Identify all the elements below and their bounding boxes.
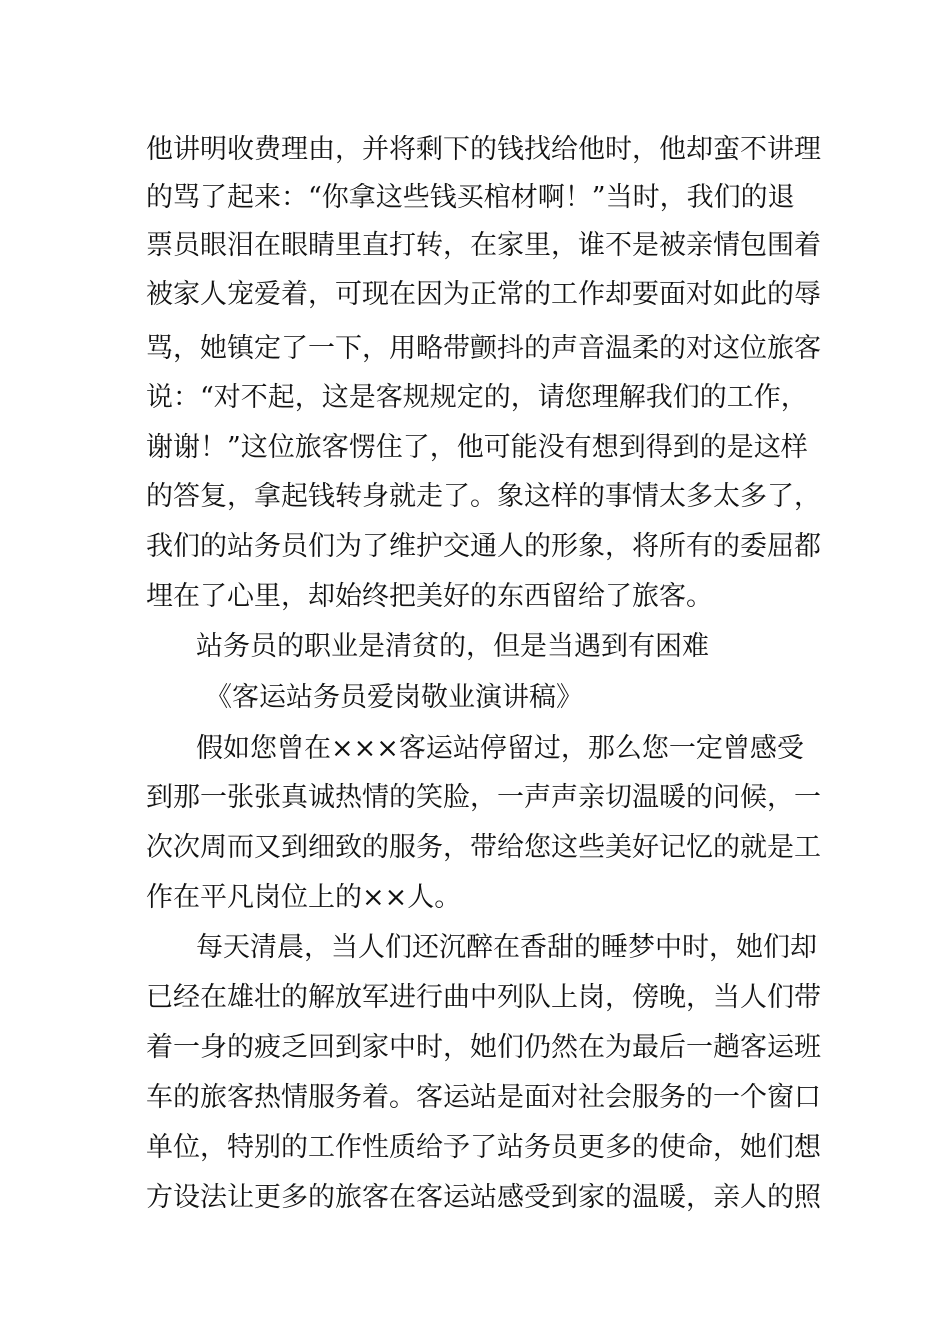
text-line: 已经在雄壮的解放军进行曲中列队上岗，傍晚，当人们带: [146, 982, 821, 1013]
text-line: 到那一张张真诚热情的笑脸，一声声亲切温暖的问候，一: [146, 782, 821, 813]
paragraph-first-line: 假如您曾在×××客运站停留过，那么您一定曾感受: [196, 733, 804, 764]
text-line: 我们的站务员们为了维护交通人的形象，将所有的委屈都: [146, 531, 821, 562]
text-line: 的骂了起来：“你拿这些钱买棺材啊！”当时，我们的退: [146, 182, 795, 213]
paragraph-first-line: 每天清晨，当人们还沉醉在香甜的睡梦中时，她们却: [196, 932, 817, 963]
text-line: 单位，特别的工作性质给予了站务员更多的使命，她们想: [146, 1132, 821, 1163]
text-line: 谢谢！”这位旅客愣住了，他可能没有想到得到的是这样: [146, 432, 808, 463]
text-line: 说：“对不起，这是客规规定的，请您理解我们的工作，: [146, 382, 808, 413]
paragraph-line: 站务员的职业是清贫的，但是当遇到有困难: [196, 631, 709, 662]
text-line: 作在平凡岗位上的××人。: [146, 882, 462, 913]
text-line: 方设法让更多的旅客在客运站感受到家的温暖，亲人的照: [146, 1182, 821, 1213]
text-line: 埋在了心里，却始终把美好的东西留给了旅客。: [146, 581, 713, 612]
text-line: 次次周而又到细致的服务，带给您这些美好记忆的就是工: [146, 832, 821, 863]
text-line: 车的旅客热情服务着。客运站是面对社会服务的一个窗口: [146, 1082, 821, 1113]
text-line: 的答复，拿起钱转身就走了。象这样的事情太多太多了，: [146, 481, 821, 512]
text-line: 被家人宠爱着，可现在因为正常的工作却要面对如此的辱: [146, 279, 821, 310]
speech-title: 《客运站务员爱岗敬业演讲稿》: [205, 682, 583, 713]
text-line: 他讲明收费理由，并将剩下的钱找给他时，他却蛮不讲理: [146, 134, 821, 165]
text-line: 着一身的疲乏回到家中时，她们仍然在为最后一趟客运班: [146, 1032, 821, 1063]
text-line: 骂，她镇定了一下，用略带颤抖的声音温柔的对这位旅客: [146, 333, 821, 364]
text-line: 票员眼泪在眼睛里直打转，在家里，谁不是被亲情包围着: [146, 230, 821, 261]
